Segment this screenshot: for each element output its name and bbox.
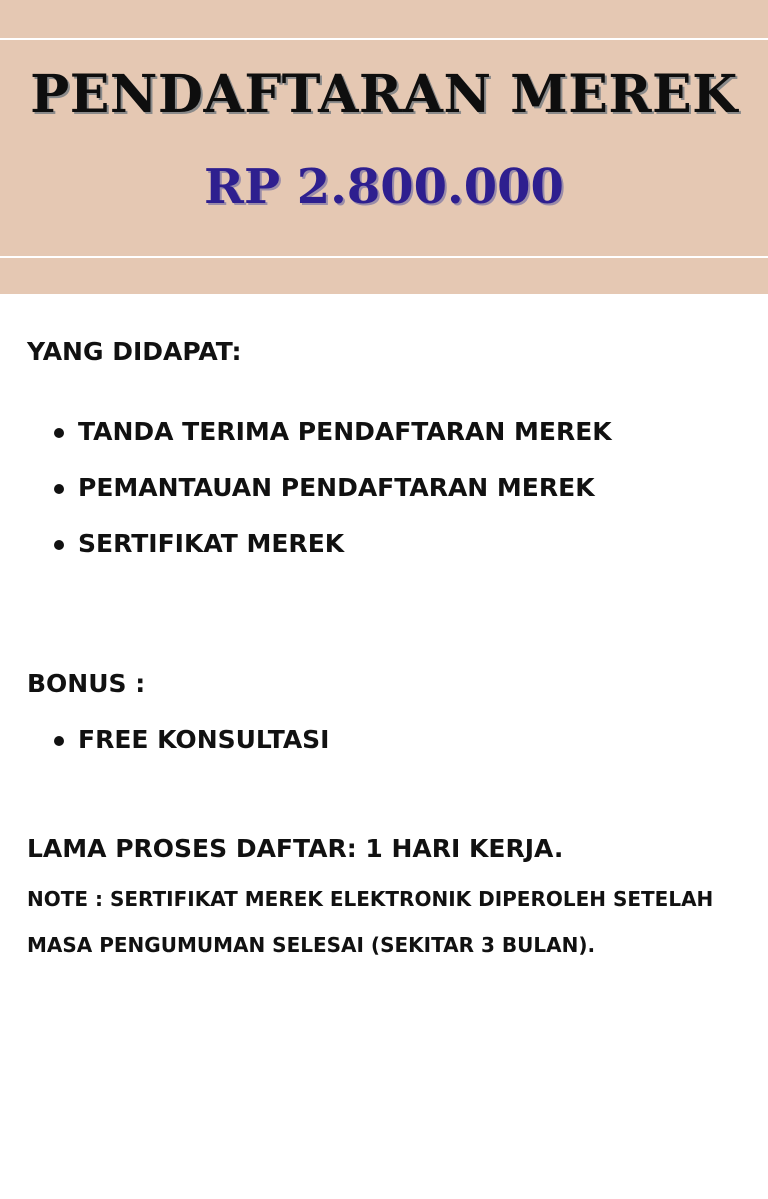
list-item: [0, 528, 612, 584]
list-item-label: TANDA TERIMA PENDAFTARAN MEREK: [78, 417, 612, 446]
page-title: PENDAFTARAN MEREK: [30, 64, 738, 125]
price-label: RP 2.800.000: [204, 159, 564, 215]
header-bottom-divider: [0, 256, 768, 258]
list-item: [0, 724, 329, 780]
list-item: [0, 472, 612, 528]
process-duration: LAMA PROSES DAFTAR: 1 HARI KERJA.: [27, 834, 564, 863]
bullet-icon: [54, 736, 64, 746]
bonus-list: [0, 724, 329, 780]
list-item-label: PEMANTAUAN PENDAFTARAN MEREK: [78, 473, 595, 502]
benefits-list: [0, 416, 612, 584]
bonus-heading: BONUS :: [27, 669, 146, 698]
list-item: [0, 416, 612, 472]
note-line: NOTE : SERTIFIKAT MEREK ELEKTRONIK DIPEROLEH SETELAH: [27, 887, 714, 911]
list-item-label: SERTIFIKAT MEREK: [78, 529, 345, 558]
list-item-label: FREE KONSULTASI: [78, 725, 330, 754]
note-line: MASA PENGUMUMAN SELESAI (SEKITAR 3 BULAN).: [27, 933, 596, 957]
bullet-icon: [54, 428, 64, 438]
header-top-divider: [0, 38, 768, 40]
bullet-icon: [54, 484, 64, 494]
header-banner: [0, 0, 768, 294]
bullet-icon: [54, 540, 64, 550]
benefits-heading: YANG DIDAPAT:: [27, 337, 242, 366]
note-text: [27, 876, 747, 968]
